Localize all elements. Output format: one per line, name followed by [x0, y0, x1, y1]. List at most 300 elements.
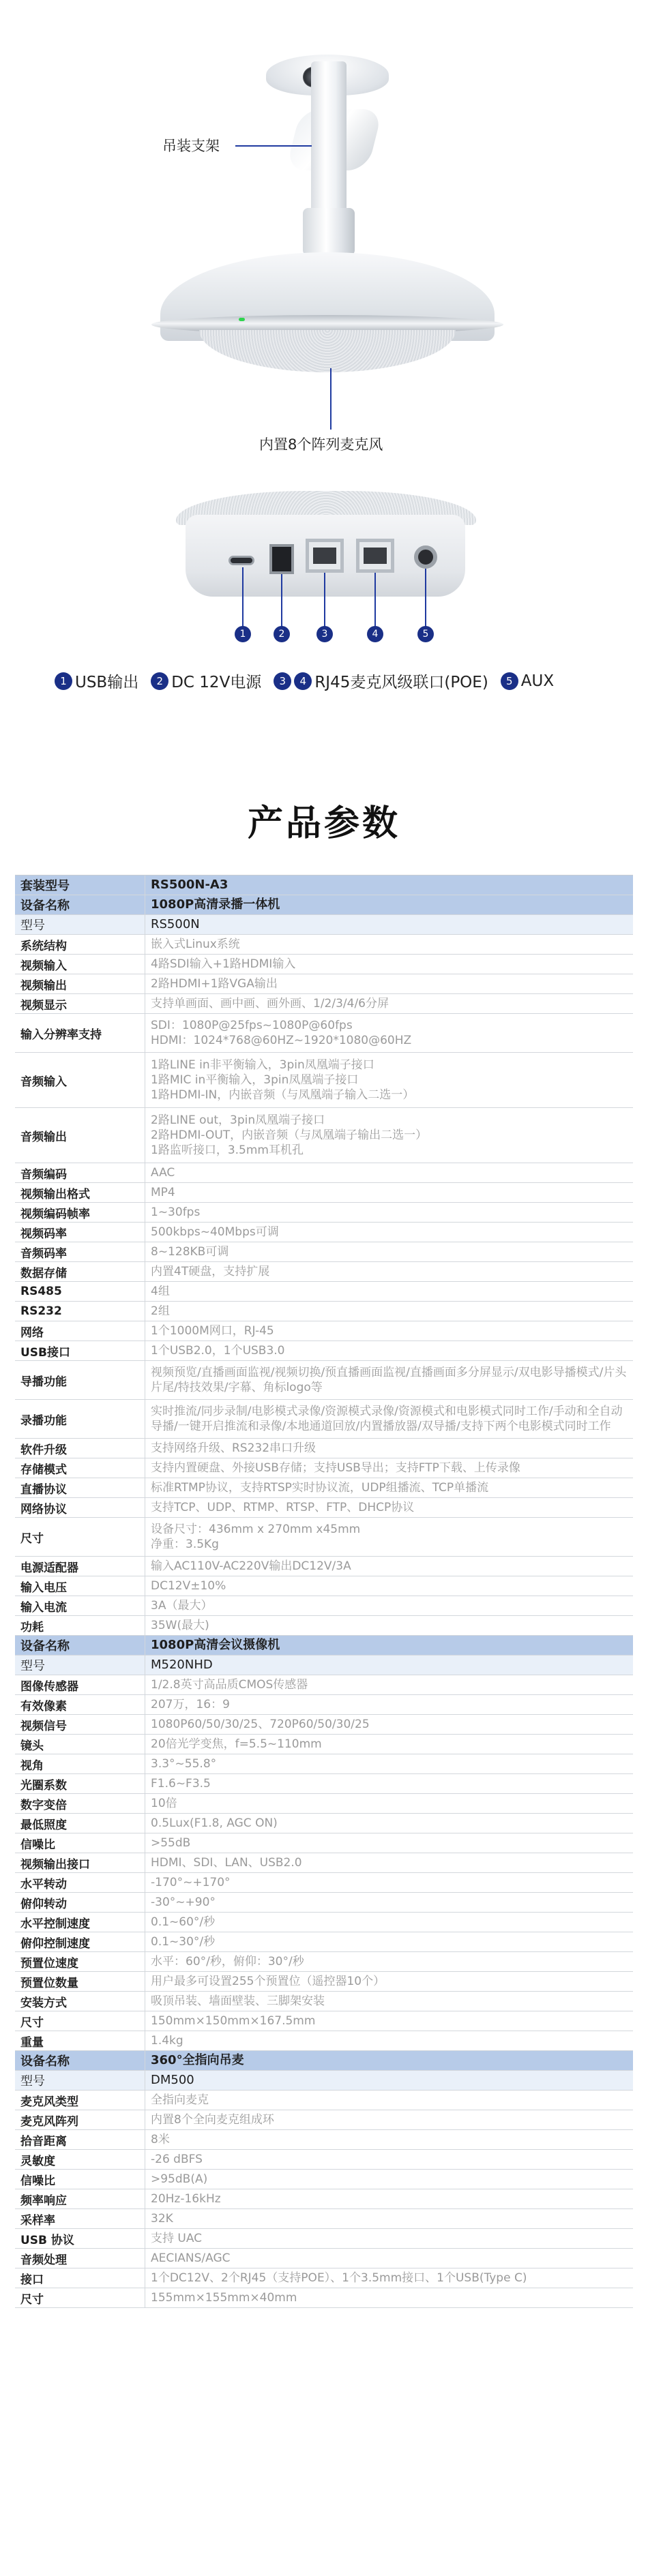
spec-key: 音频处理 [20, 2253, 67, 2267]
spec-model-row [15, 1656, 633, 1675]
spec-key: 水平控制速度 [20, 1917, 90, 1931]
spec-value [145, 1183, 633, 1202]
spec-value [145, 1262, 633, 1281]
spec-value [145, 1873, 633, 1892]
spec-value-line: 150mm×150mm×167.5mm [151, 2014, 316, 2028]
spec-key: 视角 [20, 1758, 44, 1773]
spec-key: 麦克风类型 [20, 2095, 78, 2109]
spec-row [15, 1518, 633, 1557]
spec-value [145, 1814, 633, 1833]
spec-model-row [15, 2071, 633, 2091]
spec-value-line: 8~128KB可调 [151, 1245, 229, 1259]
spec-value [145, 2091, 633, 2110]
spec-value-line: 内置4T硬盘，支持扩展 [151, 1265, 270, 1278]
spec-row [15, 1893, 633, 1913]
port-line-1 [242, 567, 244, 627]
spec-key: 功耗 [20, 1620, 44, 1634]
spec-key: 视频信号 [20, 1719, 67, 1733]
mic-callout-line [330, 368, 332, 430]
spec-row [15, 1715, 633, 1735]
spec-value-line: 10倍 [151, 1797, 177, 1810]
spec-value [145, 1794, 633, 1813]
spec-value [145, 1952, 633, 1971]
spec-row [15, 1108, 633, 1163]
spec-value-line: 20倍光学变焦，f=5.5~110mm [151, 1737, 322, 1751]
spec-value-line: 支持 UAC [151, 2232, 203, 2245]
spec-key: 网络 [20, 1326, 44, 1340]
spec-value-line: 1.4kg [151, 2034, 183, 2048]
spec-value [145, 1014, 633, 1052]
spec-key: 光圈系数 [20, 1778, 67, 1793]
spec-key: 导播功能 [20, 1375, 67, 1389]
spec-key: 型号 [20, 918, 45, 933]
spec-value-line: 1个DC12V、2个RJ45（支持POE）、1个3.5mm接口、1个USB(Type C) [151, 2271, 527, 2285]
port-line-2 [281, 574, 282, 627]
port-legend-label: USB输出 [75, 674, 139, 691]
spec-row [15, 1223, 633, 1242]
spec-key: 存储模式 [20, 1463, 67, 1477]
spec-key: 预置位速度 [20, 1956, 78, 1971]
spec-value-line: >55dB [151, 1836, 191, 1850]
spec-key: 系统结构 [20, 939, 67, 953]
spec-value-line: HDMI、SDI、LAN、USB2.0 [151, 1856, 302, 1870]
spec-section-header [15, 895, 633, 915]
spec-row [15, 2288, 633, 2308]
spec-value-line: -26 dBFS [151, 2153, 203, 2166]
spec-section-header [15, 2051, 633, 2071]
spec-value-line: 用户最多可设置255个预置位（遥控器10个） [151, 1975, 385, 1988]
spec-row [15, 935, 633, 955]
spec-key: 视频编码帧率 [20, 1207, 90, 1221]
spec-key: 型号 [20, 2074, 45, 2088]
spec-row [15, 1163, 633, 1183]
spec-value-line: DM500 [151, 2073, 194, 2087]
spec-key: 型号 [20, 1659, 45, 1673]
spec-value-line: 1路HDMI-IN，内嵌音频（与凤凰端子输入二选一） [151, 1088, 415, 1102]
spec-row [15, 1873, 633, 1893]
port-line-3 [324, 573, 325, 627]
spec-value-line: AECIANS/AGC [151, 2251, 231, 2265]
spec-row [15, 2150, 633, 2170]
spec-value [145, 1302, 633, 1321]
spec-key: 重量 [20, 2035, 44, 2050]
spec-value-line: 标准RTMP协议，支持RTSP实时协议流，UDP组播流、TCP单播流 [151, 1481, 489, 1495]
spec-row [15, 1458, 633, 1478]
spec-value [145, 1972, 633, 1991]
spec-key: 直播协议 [20, 1482, 67, 1497]
spec-value [145, 935, 633, 954]
port-legend-item [501, 672, 554, 690]
spec-value-line: 嵌入式Linux系统 [151, 938, 240, 951]
spec-value-line: 1路LINE in非平衡输入，3pin凤凰端子接口 [151, 1058, 374, 1072]
spec-row [15, 2229, 633, 2249]
spec-key: USB 协议 [20, 2233, 74, 2247]
spec-key: 灵敏度 [20, 2154, 55, 2168]
spec-value [145, 1478, 633, 1497]
spec-value [145, 895, 633, 914]
spec-value [145, 1203, 633, 1222]
spec-value-line: 0.5Lux(F1.8, AGC ON) [151, 1816, 278, 1830]
spec-value-line: 207万，16：9 [151, 1698, 230, 1711]
spec-value-line: 500kbps~40Mbps可调 [151, 1225, 279, 1239]
spec-key: 最低照度 [20, 1818, 67, 1832]
spec-value [145, 1833, 633, 1853]
spec-row [15, 2110, 633, 2130]
spec-key: 套装型号 [20, 879, 70, 893]
spec-value-line: DC12V±10% [151, 1579, 226, 1593]
spec-row [15, 1014, 633, 1053]
spec-key: 尺寸 [20, 1531, 44, 1546]
spec-row [15, 974, 633, 994]
spec-value [145, 1242, 633, 1261]
spec-value-line: 0.1~30°/秒 [151, 1935, 216, 1949]
spec-value [145, 1400, 633, 1438]
spec-key: 视频显示 [20, 998, 67, 1013]
spec-value [145, 1576, 633, 1596]
spec-value [145, 2150, 633, 2169]
spec-row [15, 1596, 633, 1616]
spec-key: 数字变倍 [20, 1798, 67, 1812]
spec-key: 视频输出接口 [20, 1857, 90, 1872]
spec-row [15, 1932, 633, 1952]
spec-value-line: 内置8个全向麦克组成环 [151, 2113, 274, 2127]
port-number-badge: 1 [235, 626, 251, 642]
spec-value [145, 2209, 633, 2228]
spec-value [145, 974, 633, 993]
spec-value [145, 2051, 633, 2070]
rj45-port-icon [356, 539, 394, 573]
port-line-4 [374, 573, 376, 627]
spec-value-line: -170°~+170° [151, 1876, 231, 1889]
spec-value-line: 支持网络升级、RS232串口升级 [151, 1441, 316, 1455]
port-legend-item [55, 670, 138, 692]
spec-value-line: 3.3°~55.8° [151, 1757, 217, 1771]
port-number-badge: 5 [501, 672, 518, 690]
spec-value-line: 支持TCP、UDP、RTMP、RTSP、FTP、DHCP协议 [151, 1501, 415, 1514]
spec-key: 信噪比 [20, 2174, 55, 2188]
spec-value-line: 1080P高清会议摄像机 [151, 1638, 280, 1652]
spec-value [145, 1557, 633, 1576]
spec-value-line: -30°~+90° [151, 1896, 216, 1909]
spec-value [145, 2031, 633, 2050]
spec-row [15, 2189, 633, 2209]
spec-value-line: 1080P高清录播一体机 [151, 897, 280, 912]
spec-value [145, 1341, 633, 1360]
spec-key: USB接口 [20, 1345, 71, 1360]
spec-value-line: RS500N [151, 917, 200, 931]
port-number-badge: 2 [151, 672, 168, 690]
spec-value [145, 1498, 633, 1517]
port-number-badge: 1 [55, 672, 72, 690]
spec-key: 输入分辨率支持 [20, 1028, 102, 1042]
port-legend-item [151, 670, 261, 692]
spec-section-header [15, 1636, 633, 1656]
spec-row [15, 1282, 633, 1302]
spec-value [145, 1735, 633, 1754]
spec-row [15, 2091, 633, 2110]
spec-value [145, 994, 633, 1013]
spec-value-line: 设备尺寸：436mm x 270mm x45mm [151, 1523, 361, 1536]
spec-row [15, 1341, 633, 1361]
spec-value [145, 2189, 633, 2208]
spec-value [145, 1656, 633, 1675]
spec-value-line: 水平：60°/秒，俯仰：30°/秒 [151, 1955, 304, 1968]
spec-row [15, 1695, 633, 1715]
spec-row [15, 1576, 633, 1596]
spec-value [145, 875, 633, 895]
spec-value-line: 实时推流/同步录制/电影模式录像/资源模式录像/资源模式和电影模式同时工作/手动和全自动导播/一键开启推流和录像/本地通道回放/内置播放器/双导播/支持下两个电影模式同时工作 [151, 1405, 623, 1433]
spec-row [15, 2031, 633, 2051]
spec-value-line: 0.1~60°/秒 [151, 1915, 216, 1929]
spec-value-line: 20Hz-16kHz [151, 2192, 221, 2206]
spec-row [15, 1853, 633, 1873]
spec-value [145, 1893, 633, 1912]
spec-row [15, 2011, 633, 2031]
spec-key: 信噪比 [20, 1838, 55, 1852]
spec-row [15, 1913, 633, 1932]
port-number-badge: 2 [274, 626, 290, 642]
mount-rod [311, 61, 347, 232]
spec-value [145, 1675, 633, 1694]
spec-row [15, 1498, 633, 1518]
spec-value [145, 2249, 633, 2268]
spec-value-line: 1路MIC in平衡输入，3pin凤凰端子接口 [151, 1073, 359, 1087]
port-number-badge: 5 [417, 626, 434, 642]
spec-value [145, 1361, 633, 1399]
spec-value-line: AAC [151, 1166, 175, 1180]
spec-value-line: >95dB(A) [151, 2172, 208, 2186]
spec-value-line: RS500N-A3 [151, 878, 229, 892]
spec-value [145, 1321, 633, 1341]
spec-row [15, 1992, 633, 2011]
spec-value-line: 35W(最大) [151, 1619, 209, 1632]
spec-row [15, 1735, 633, 1754]
spec-row [15, 1302, 633, 1321]
spec-value [145, 1439, 633, 1458]
aux-port-icon [414, 545, 437, 569]
spec-value [145, 1518, 633, 1556]
spec-key: 录播功能 [20, 1413, 67, 1428]
spec-value [145, 2130, 633, 2149]
spec-key: 音频输入 [20, 1075, 67, 1089]
spec-value-line: MP4 [151, 1186, 175, 1199]
spec-section-header [15, 875, 633, 895]
spec-value-line: 4组 [151, 1285, 170, 1298]
spec-value [145, 1108, 633, 1163]
spec-row [15, 1833, 633, 1853]
spec-key: 预置位数量 [20, 1976, 78, 1990]
spec-value-line: 全指向麦克 [151, 2093, 209, 2107]
spec-key: 图像传感器 [20, 1679, 78, 1694]
spec-key: 设备名称 [20, 899, 70, 913]
spec-key: 视频输入 [20, 959, 67, 973]
spec-row [15, 1774, 633, 1794]
spec-key: 视频输出 [20, 978, 67, 993]
port-number-badge: 3 [274, 672, 291, 690]
spec-value [145, 2170, 633, 2189]
spec-value-line: 支持内置硬盘、外接USB存储；支持USB导出；支持FTP下载、上传录像 [151, 1461, 520, 1475]
spec-key: 频率响应 [20, 2193, 67, 2208]
port-number-badge: 4 [294, 672, 312, 690]
mount-sleeve [303, 208, 355, 256]
spec-value-line: 2路LINE out，3pin凤凰端子接口 [151, 1113, 325, 1127]
spec-value [145, 955, 633, 974]
spec-row [15, 1478, 633, 1498]
port-legend-label: DC 12V电源 [171, 674, 262, 691]
spec-value-line: M520NHD [151, 1658, 213, 1672]
rj45-port-icon [306, 539, 344, 573]
spec-value [145, 2229, 633, 2248]
spec-value [145, 1715, 633, 1734]
spec-key: 采样率 [20, 2213, 55, 2228]
microphone-grille [199, 330, 456, 372]
spec-value [145, 2071, 633, 2090]
product-hero [0, 0, 648, 770]
port-line-5 [425, 569, 426, 627]
spec-key: 音频码率 [20, 1246, 67, 1261]
spec-value [145, 1223, 633, 1242]
dc-port-icon [269, 544, 294, 574]
spec-value [145, 1458, 633, 1478]
spec-value-line: 2路HDMI+1路VGA输出 [151, 977, 278, 991]
spec-value-line: 32K [151, 2212, 173, 2226]
spec-row [15, 1814, 633, 1833]
port-legend-item [274, 670, 488, 692]
spec-value-line: 输入AC110V-AC220V输出DC12V/3A [151, 1559, 351, 1573]
spec-row [15, 955, 633, 974]
spec-value-line: 3A（最大） [151, 1599, 213, 1613]
spec-value-line: 1路监听接口，3.5mm耳机孔 [151, 1143, 304, 1157]
spec-value [145, 1616, 633, 1635]
spec-value [145, 1754, 633, 1773]
spec-key: 尺寸 [20, 2292, 44, 2307]
spec-value [145, 2110, 633, 2129]
spec-value [145, 1596, 633, 1615]
spec-value [145, 2268, 633, 2288]
port-number-badge: 3 [316, 626, 333, 642]
spec-value-line: 360°全指向吊麦 [151, 2053, 244, 2067]
spec-key: 安装方式 [20, 1996, 67, 2010]
spec-row [15, 1361, 633, 1400]
spec-value-line: 2组 [151, 1304, 170, 1318]
spec-key: 拾音距离 [20, 2134, 67, 2148]
spec-value-line: SDI：1080P@25fps~1080P@60fps [151, 1019, 353, 1032]
spec-row [15, 1203, 633, 1223]
spec-value-line: 155mm×155mm×40mm [151, 2291, 297, 2305]
spec-key: 有效像素 [20, 1699, 67, 1713]
spec-value [145, 1053, 633, 1107]
spec-value-line: 1080P60/50/30/25、720P60/50/30/25 [151, 1718, 370, 1731]
spec-value [145, 1282, 633, 1301]
spec-key: 设备名称 [20, 1639, 70, 1653]
spec-row [15, 1400, 633, 1439]
spec-value-line: HDMI：1024*768@60HZ~1920*1080@60HZ [151, 1034, 412, 1047]
spec-value-line: 1/2.8英寸高品质CMOS传感器 [151, 1678, 308, 1692]
spec-value [145, 2288, 633, 2307]
spec-row [15, 1952, 633, 1972]
spec-value-line: 8米 [151, 2133, 170, 2146]
spec-row [15, 994, 633, 1014]
status-led-icon [239, 318, 245, 321]
port-number-badge: 4 [367, 626, 383, 642]
spec-row [15, 1675, 633, 1695]
spec-value [145, 915, 633, 934]
spec-value-line: 1个USB2.0，1个USB3.0 [151, 1344, 285, 1358]
spec-row [15, 1242, 633, 1262]
spec-key: 尺寸 [20, 2016, 44, 2030]
spec-key: 俯仰控制速度 [20, 1936, 90, 1951]
spec-model-row [15, 915, 633, 935]
spec-row [15, 1972, 633, 1992]
spec-key: 电源适配器 [20, 1561, 78, 1575]
spec-key: 麦克风阵列 [20, 2114, 78, 2129]
spec-key: 网络协议 [20, 1502, 67, 1516]
spec-value-line: 净重：3.5Kg [151, 1538, 219, 1551]
spec-value-line: 支持单画面、画中画、画外画、1/2/3/4/6分屏 [151, 997, 389, 1010]
spec-key: 视频输出格式 [20, 1187, 90, 1201]
spec-value-line: 1个1000M网口，RJ-45 [151, 1324, 274, 1338]
spec-value [145, 1636, 633, 1655]
spec-key: 设备名称 [20, 2054, 70, 2069]
spec-row [15, 2130, 633, 2150]
spec-row [15, 2170, 633, 2189]
spec-key: 输入电流 [20, 1600, 67, 1615]
spec-value-line: 4路SDI输入+1路HDMI输入 [151, 957, 296, 971]
spec-value [145, 1163, 633, 1182]
spec-row [15, 1321, 633, 1341]
mount-callout-label: 吊装支架 [162, 138, 220, 154]
spec-value-line: 1~30fps [151, 1205, 201, 1219]
spec-value-line: 吸顶吊装、墙面壁装、三脚架安装 [151, 1994, 325, 2008]
port-legend-label: RJ45麦克风级联口(POE) [314, 674, 488, 691]
spec-row [15, 1183, 633, 1203]
spec-row [15, 2268, 633, 2288]
spec-key: RS485 [20, 1285, 62, 1298]
usb-port-icon [229, 556, 254, 565]
spec-row [15, 1754, 633, 1774]
spec-value-line: 2路HDMI-OUT，内嵌音频（与凤凰端子输出二选一） [151, 1128, 428, 1142]
spec-row [15, 2249, 633, 2268]
spec-value-line: 视频预览/直播画面监视/视频切换/预直播画面监视/直播画面多分屏显示/双电影导播模式/片头片尾/特技效果/字幕、角标logo等 [151, 1366, 627, 1394]
port-legend-label: AUX [520, 672, 555, 690]
section-title: 产品参数 [247, 803, 400, 844]
spec-value [145, 1853, 633, 1872]
spec-value-line: F1.6~F3.5 [151, 1777, 211, 1791]
spec-value [145, 1913, 633, 1932]
spec-value [145, 1695, 633, 1714]
mount-callout-line [235, 145, 312, 147]
spec-row [15, 1794, 633, 1814]
spec-value [145, 1774, 633, 1793]
spec-table [15, 875, 633, 2308]
spec-key: 水平转动 [20, 1877, 67, 1891]
spec-row [15, 2209, 633, 2229]
spec-row [15, 1262, 633, 1282]
spec-row [15, 1053, 633, 1108]
spec-key: RS232 [20, 1304, 62, 1318]
spec-value [145, 1932, 633, 1951]
spec-key: 接口 [20, 2273, 44, 2287]
spec-row [15, 1616, 633, 1636]
spec-row [15, 1557, 633, 1576]
spec-row [15, 1439, 633, 1458]
spec-key: 软件升级 [20, 1443, 67, 1457]
spec-key: 俯仰转动 [20, 1897, 67, 1911]
spec-value [145, 1992, 633, 2011]
port-legend [55, 670, 600, 692]
mic-callout-label: 内置8个阵列麦克风 [259, 436, 383, 453]
spec-value [145, 2011, 633, 2031]
